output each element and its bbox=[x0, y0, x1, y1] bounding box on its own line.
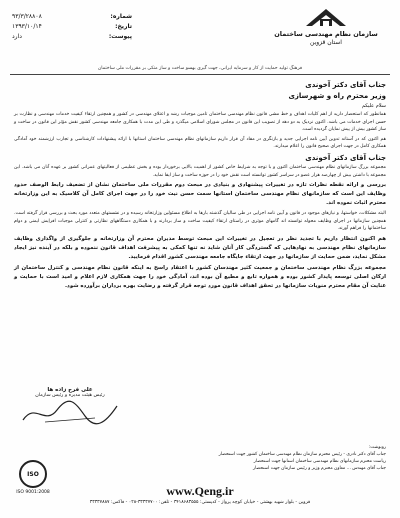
greeting: سلام علیکم bbox=[361, 103, 386, 109]
addressee-repeat: جناب آقای دکتر آخوندی bbox=[305, 153, 386, 162]
signer-title: رئیس هیئت مدیره و رئیس سازمان bbox=[35, 393, 105, 398]
org-logo-block bbox=[266, 6, 386, 46]
paragraph-1: همانطور که استحضار دارید از اهم کلیات اهداف و خط مشی قانون نظام مهندسی ساختمان تامین موجبات رشد و اعتلای مهندسی در کشور و همچنین ارتقاء کیفیت خدمات مهندسی و نظارت بر حسن اجرای خدمات می باشد. اکنون نزدیک به دو دهه از تصویب این قانون در مجلس شورای اسلامی میگذرد و طی این مدت با همکاری جامعه مهندسی کشور نقش مؤثر این قانون در ساخت و ساز کشور بیش از پیش نمایان گردیده است. bbox=[14, 112, 386, 133]
letter-body bbox=[14, 80, 386, 293]
addressee-name: جناب آقای دکتر آخوندی bbox=[305, 81, 386, 89]
iso-logo-icon: ISO bbox=[19, 460, 47, 488]
cc-item: ریاست محترم سازمانهای نظام مهندسی ساختمان استانها جهت استحضار bbox=[253, 459, 386, 464]
footer-address: قزوین - بلوار شهید بهشتی - خیابان کوچه پرواز - کدپستی: ۳۴۱۸۶۸۳۵۵۵ - تلفن: ۳۳۳۳۷۷۰۰-۰۲۸ - فاکس: ۳۳۳۳۷۸۸۷ bbox=[89, 500, 311, 505]
website-link[interactable]: www.Qeng.ir bbox=[166, 484, 234, 498]
meta-number: شماره: ۹۳/۳/۲۸۸۰۸ bbox=[12, 13, 132, 20]
addressee-role: وزیر محترم راه و شهرسازی bbox=[288, 92, 386, 100]
meta-date: تاریخ: ۱۳۹۳/۱۰/۱۴ bbox=[12, 23, 132, 30]
cc-heading: رونوشت: bbox=[368, 445, 386, 450]
paragraph-2: هم اکنون که در آستانه تدوین آیین نامه اجرایی جدید و بازنگری در مفاد آن قرار داریم سازمانهای نظام مهندسی ساختمان استانها با ارائه پیشنهادات کارشناسی و تجارب ارزشمند خود آمادگی همکاری کامل در جهت اجرای صحیح قانون را اعلام میدارند. bbox=[14, 136, 386, 150]
signer-name: علی فرج زاده ها bbox=[47, 387, 93, 393]
paragraph-4: بررسی و ارائه نقطه نظرات تازه در تغییرات پیشنهادی و بنیادی در مبحث دوم مقررات ملی ساختمان نشان از تضعیف رابط الوصف حدود وظایف این است که سازمانهای نظام مهندسی ساختمان استانها سمت حسن نیت خود را در جهت اجرای کامل آن کلاسیک به این وزارتخانه محترم اثبات نموده اند. bbox=[14, 182, 386, 207]
org-logo-icon bbox=[302, 6, 350, 28]
signature-block bbox=[10, 387, 130, 432]
paragraph-3: مجموعه بزرگ سازمانهای نظام مهندسی ساختمان اکنون و با توجه به شرایط خاص کشور از اهمیت بالایی برخوردار بوده و بخش عظیمی از فعالیتهای عمرانی کشور بر عهده آنان می باشد. این مجموعه با داشتن بیش از چهارصد هزار عضو در سراسر کشور توانسته است نقش خود را در حوزه ساخت و ساز ایفا نماید. bbox=[14, 164, 386, 178]
letter-meta bbox=[12, 12, 132, 42]
paragraph-5: البته مشکلات، خواستها، و نیازهای موجود در قانون و آیین نامه اجرایی در طی سالیان گذشته بارها به اطلاع مسئولین وزارتخانه رسیده و در نشستهای متعدد مورد بحث و بررسی قرار گرفته است. همچنین سازمانها در اجرای وظایف محوله توانسته اند گامهای موثری در راستای ارتقاء کیفیت ساخت و ساز بردارند و با همکاری دستگاههای نظارتی و کنترلی موجبات افزایش ایمنی و دوام ساختمانها را فراهم آورند. bbox=[14, 211, 386, 232]
paragraph-7: مجموعه بزرگ نظام مهندسی ساختمان و جمعیت کثیر مهندسان کشور با اعتقاد راسخ به اینکه قانون نظام مهندسی و کنترل ساختمان از ارکان اصلی توسعه پایدار کشور بوده و همواره تابع و مطیع آن بوده اند، آمادگی خود را جهت همکاری لازم اعلام و امید است با حمایت و عنایت آن مقام محترم منویات سازمانها در تحقق اهداف قانون مورد توجه قرار گرفته و رضایت بهره برداران برآورده شود. bbox=[14, 264, 386, 289]
meta-attachment: پیوست: دارد bbox=[12, 33, 132, 40]
header-divider bbox=[10, 74, 390, 75]
cc-list bbox=[166, 444, 386, 472]
iso-label: ISO 9001:2008 bbox=[16, 490, 50, 495]
cc-item: جناب آقای دکتر نادری - رئیس محترم سازمان نظام مهندسی ساختمان کشور جهت استحضار bbox=[218, 452, 386, 457]
org-subtitle: استان قزوین bbox=[310, 39, 342, 46]
paragraph-6: هم اکنون انتظار داریم با تجدید نظر در تعجیل در تغییرات این مبحث توسط مدیران محترم آن وزارتخانه و جلوگیری از واگذاری وظایف سازمانهای نظام مهندسی به نهادهایی که گستردگی کار آنان شاید نه تنها کمکی به پیشرفت اهداف قانون ننموده و بلکه در آینده نیز ایجاد مشکل نماید، ضمن حمایت از سازمانها در جهت ارتقاء جایگاه جامعه مهندسی کشور اقدام فرمایید. bbox=[14, 235, 386, 260]
org-title: سازمان نظام مهندسی ساختمان bbox=[274, 30, 378, 38]
motto: فرهنگ تولید حمایت از کار و سرمایه ایرانی، جهت گیری بهسو ساخت و ساز متکی بر مقررات ملی ساختمان bbox=[97, 66, 303, 71]
signature-scribble bbox=[15, 398, 125, 428]
cc-item: جناب آقای مهندس ... معاون محترم وزیر و رئیس سازمان جهت استحضار bbox=[252, 466, 386, 471]
